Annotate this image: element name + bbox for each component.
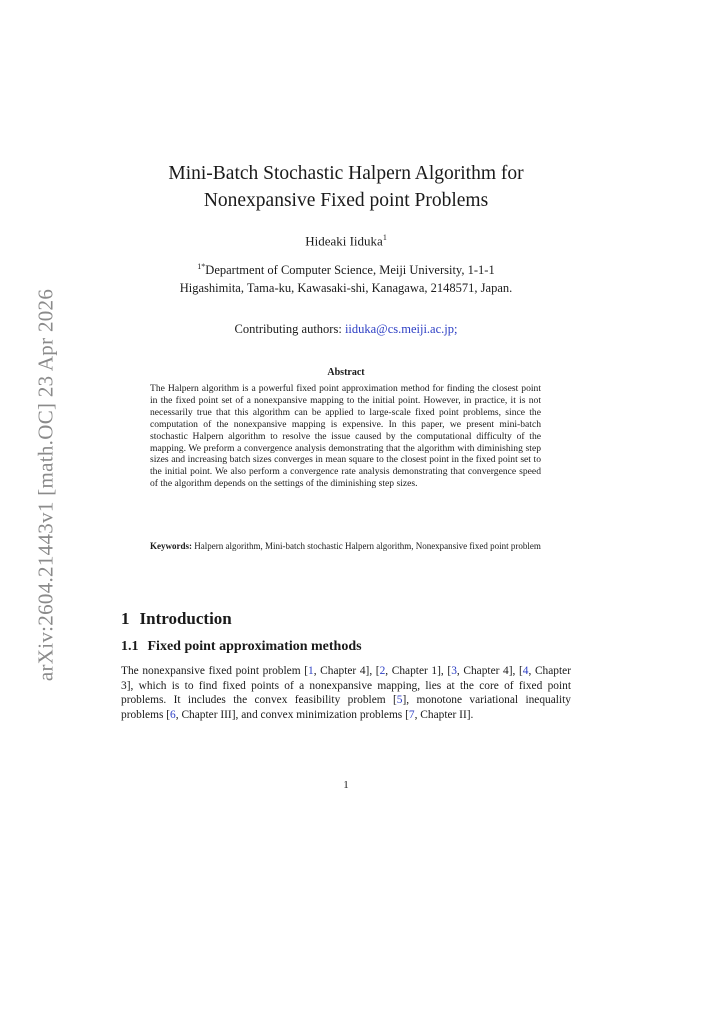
author-mark: 1 [382, 233, 387, 242]
title-line-1: Mini-Batch Stochastic Halpern Algorithm for [168, 163, 524, 184]
section-heading [121, 609, 232, 629]
affiliation-line-2: Higashimita, Tama-ku, Kawasaki-shi, Kanagawa, 2148571, Japan. [179, 281, 513, 296]
affiliation-line-1: Department of Computer Science, Meiji University, 1-1-1 [205, 263, 495, 278]
intro-text: The nonexpansive fixed point problem [ [121, 665, 308, 677]
intro-text: ], monotone variational inequality problems [ [121, 694, 571, 721]
citation-link[interactable]: 7 [408, 708, 415, 721]
intro-text: , Chapter III], and convex minimization problems [ [175, 708, 409, 721]
section-title: Introduction [139, 609, 232, 628]
citation-link[interactable]: 3 [451, 665, 457, 677]
keywords-label: Keywords: [150, 541, 192, 551]
citation-link[interactable]: 1 [308, 665, 314, 677]
citation-link[interactable]: 6 [170, 708, 176, 721]
section-number: 1 [121, 609, 130, 628]
title-line-2: Nonexpansive Fixed point Problems [203, 190, 489, 211]
page-number: 1 [343, 779, 349, 791]
intro-text: , Chapter II]. [414, 708, 474, 721]
affiliation [121, 258, 571, 297]
abstract-heading: Abstract [327, 367, 365, 378]
author-name: Hideaki Iiduka [305, 233, 383, 249]
abstract-text: The Halpern algorithm is a powerful fixed point approximation method for finding the closest point in the fixed point set of a nonexpansive mapping to the initial point. However, in practice, it is not necessarily true that this algorithm can be applied to large-scale fixed point problems, since the computation of the nonexpansive mapping is expensive. In this paper, we present mini-batch stochastic Halpern algorithm to resolve the issue caused by the computational difficulty of the mapping. We preform a convergence analysis demonstrating that the algorithm with diminishing step sizes and increasing batch sizes converges in mean square to the closest point in the fixed point set to the initial point. We also perform a convergence rate analysis demonstrating that convergence speed of the algorithm depends on the settings of the diminishing step sizes. [150, 383, 541, 490]
affiliation-mark: 1* [197, 262, 206, 271]
contributing-label: Contributing authors: [234, 322, 342, 336]
intro-text: , Chapter 3], which is to find fixed points of a nonexpansive mapping, lies at the core of fixed point problems. It includes the convex feasibility problem [ [121, 665, 572, 707]
intro-text: , Chapter 4], [ [313, 665, 380, 677]
keywords [150, 541, 541, 553]
citation-link[interactable]: 4 [522, 665, 529, 677]
author-line [121, 233, 571, 249]
paper-title [121, 160, 571, 214]
citation-link[interactable]: 5 [396, 694, 403, 707]
arxiv-stamp [0, 285, 70, 685]
contributing-authors [121, 322, 571, 337]
intro-text: , Chapter 4], [ [456, 665, 523, 677]
subsection-title: Fixed point approximation methods [147, 639, 362, 654]
subsection-number: 1.1 [121, 639, 139, 654]
subsection-heading [121, 639, 362, 655]
intro-paragraph [121, 664, 571, 722]
citation-link[interactable]: 2 [379, 665, 386, 677]
arxiv-identifier: arXiv:2604.21443v1 [math.OC] 23 Apr 2026 [33, 288, 58, 682]
keywords-text: Halpern algorithm, Mini-batch stochastic Halpern algorithm, Nonexpansive fixed point problem [194, 541, 541, 551]
intro-text: , Chapter 1], [ [385, 665, 452, 677]
author-email-link[interactable]: iiduka@cs.meiji.ac.jp; [344, 322, 458, 336]
